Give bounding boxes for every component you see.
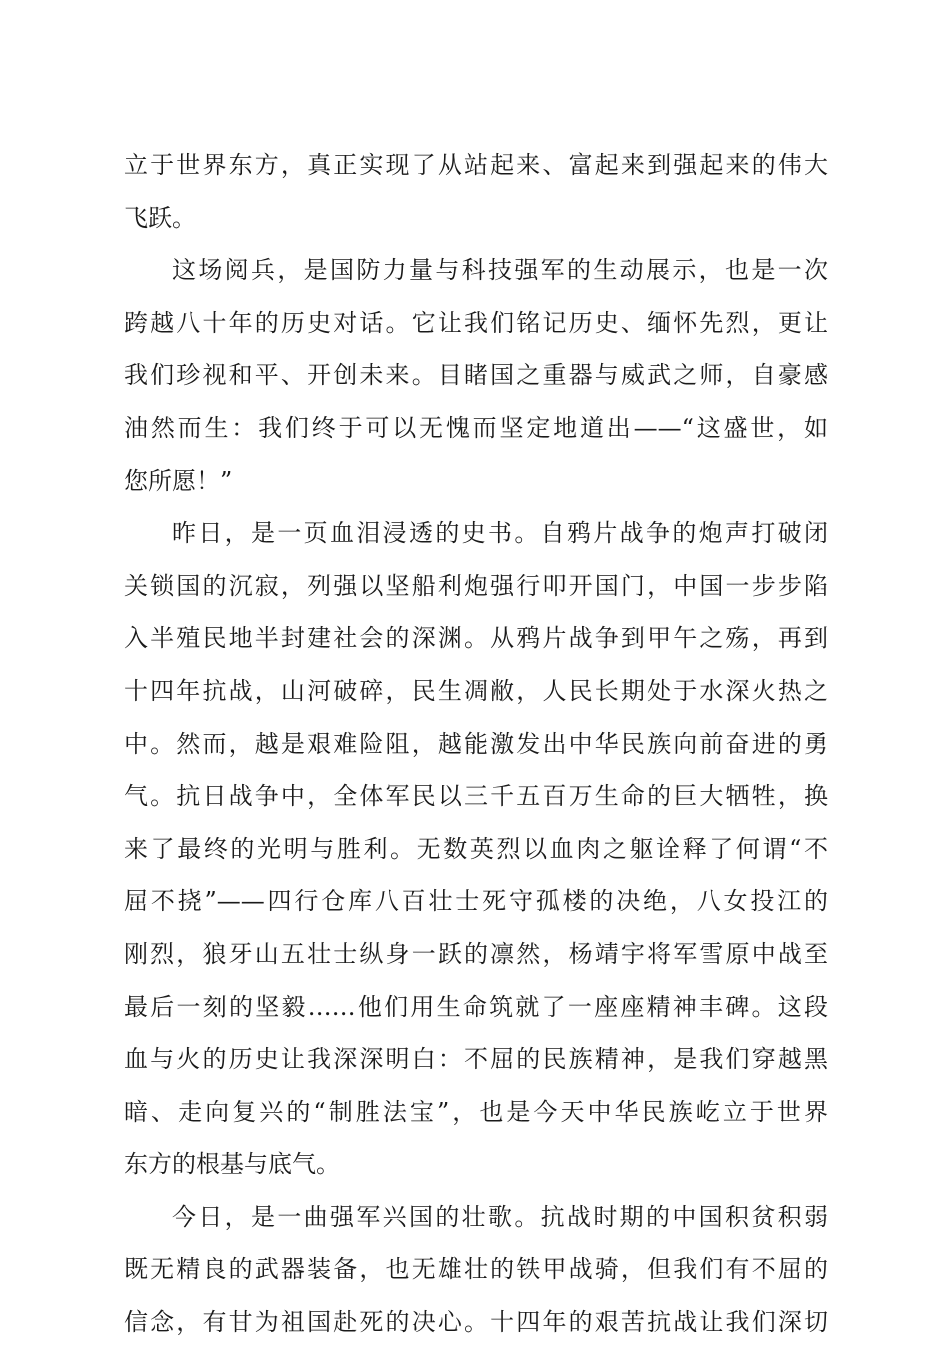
- text-line: 东方的根基与底气。: [124, 1150, 340, 1179]
- paragraph-1: [124, 139, 828, 244]
- text-line: 您所愿！”: [124, 466, 233, 495]
- text-line: 最后一刻的坚毅……他们用生命筑就了一座座精神丰碑。这段: [124, 992, 828, 1021]
- text-line: 来了最终的光明与胜利。无数英烈以血肉之躯诠释了何谓“不: [124, 834, 828, 863]
- text-line: 油然而生：我们终于可以无愧而坚定地道出——“这盛世，如: [124, 413, 828, 442]
- text-line: 气。抗日战争中，全体军民以三千五百万生命的巨大牺牲，换: [124, 782, 828, 811]
- text-line: 跨越八十年的历史对话。它让我们铭记历史、缅怀先烈，更让: [124, 308, 828, 337]
- text-line: 屈不挠”——四行仓库八百壮士死守孤楼的决绝，八女投江的: [124, 887, 828, 916]
- text-line: 入半殖民地半封建社会的深渊。从鸦片战争到甲午之殇，再到: [124, 624, 828, 653]
- text-line: 十四年抗战，山河破碎，民生凋敝，人民长期处于水深火热之: [124, 676, 828, 705]
- paragraph-3: [124, 507, 828, 1191]
- text-line: 刚烈，狼牙山五壮士纵身一跃的凛然，杨靖宇将军雪原中战至: [124, 939, 828, 968]
- text-line: 血与火的历史让我深深明白：不屈的民族精神，是我们穿越黑: [124, 1045, 828, 1074]
- text-line: 今日，是一曲强军兴国的壮歌。抗战时期的中国积贫积弱: [172, 1202, 828, 1231]
- paragraph-4: [124, 1191, 828, 1349]
- document-body: [124, 139, 828, 1349]
- paragraph-2: [124, 244, 828, 507]
- text-line: 中。然而，越是艰难险阻，越能激发出中华民族向前奋进的勇: [124, 729, 828, 758]
- text-line: 这场阅兵，是国防力量与科技强军的生动展示，也是一次: [172, 256, 828, 285]
- text-line: 昨日，是一页血泪浸透的史书。自鸦片战争的炮声打破闭: [172, 519, 828, 548]
- text-line: 飞跃。: [124, 203, 196, 232]
- text-line: 暗、走向复兴的“制胜法宝”，也是今天中华民族屹立于世界: [124, 1097, 828, 1126]
- text-line: 我们珍视和平、开创未来。目睹国之重器与威武之师，自豪感: [124, 361, 828, 390]
- text-line: 既无精良的武器装备，也无雄壮的铁甲战骑，但我们有不屈的: [124, 1255, 828, 1284]
- text-line: 信念，有甘为祖国赴死的决心。十四年的艰苦抗战让我们深切: [124, 1308, 828, 1337]
- text-line: 立于世界东方，真正实现了从站起来、富起来到强起来的伟大: [124, 151, 828, 179]
- text-line: 关锁国的沉寂，列强以坚船利炮强行叩开国门，中国一步步陷: [124, 571, 828, 600]
